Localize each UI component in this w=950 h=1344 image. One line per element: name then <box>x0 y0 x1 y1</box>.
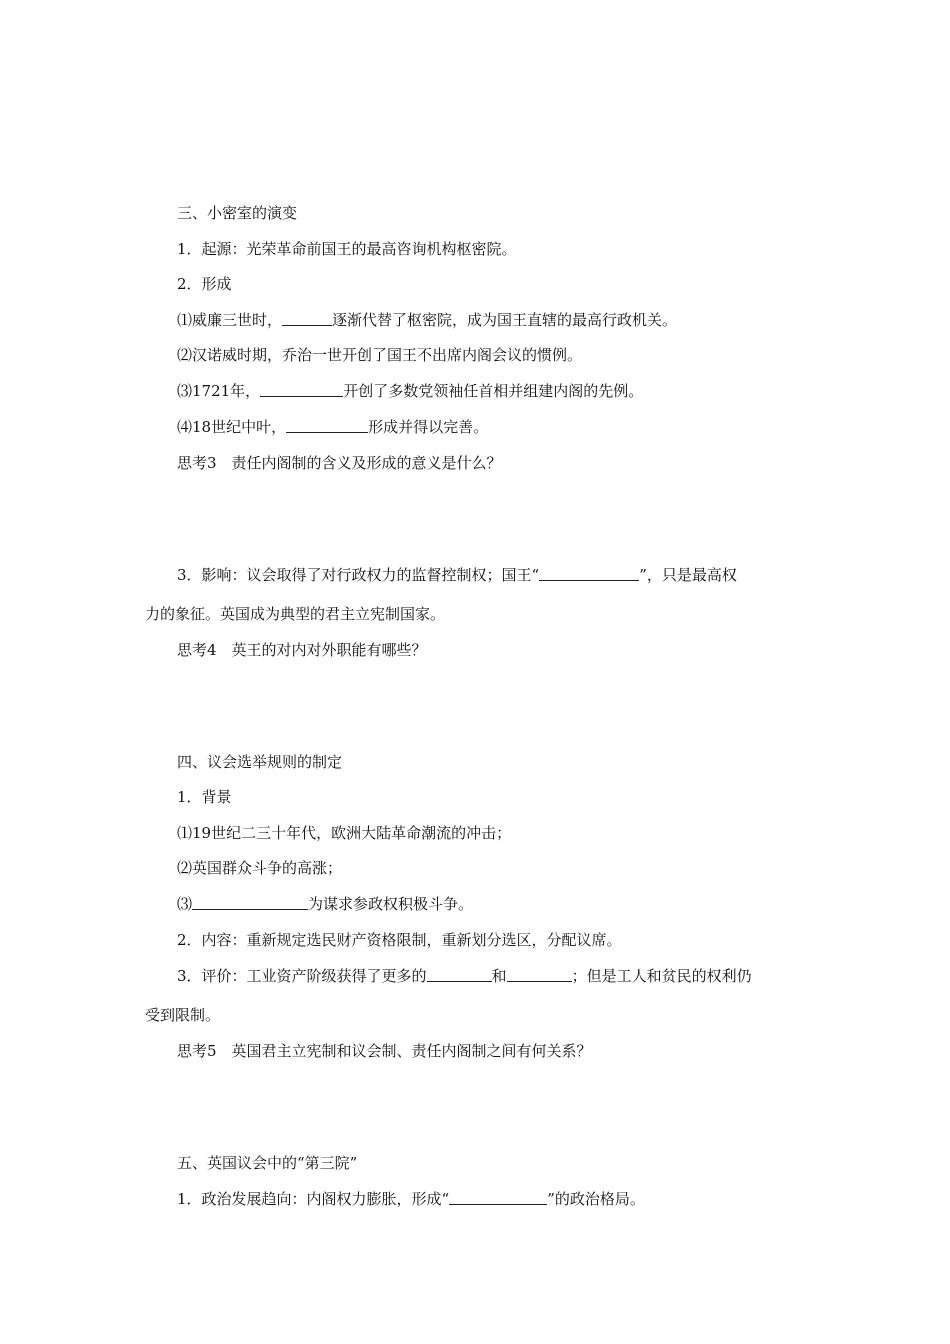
think3 <box>177 453 502 473</box>
section3-heading: 三、小密室的演变 <box>177 204 298 222</box>
eval-text-before: 3．评价：工业资产阶级获得了更多的 <box>177 967 427 985</box>
think3-label: 思考3 <box>177 454 217 472</box>
trend-text-after: ”的政治格局。 <box>547 1190 645 1208</box>
trend-text-before: 1．政治发展趋向：内阁权力膨胀，形成“ <box>177 1190 450 1208</box>
think5-text: 英国君主立宪制和议会制、责任内阁制之间有何关系？ <box>231 1042 592 1060</box>
think4 <box>177 640 427 660</box>
fill-blank-7[interactable] <box>507 966 572 982</box>
item3-text-before: ⑶1721年， <box>177 382 261 400</box>
fill-blank-8[interactable] <box>449 1189 547 1205</box>
item1-text-after: 逐渐代替了枢密院，成为国王直辖的最高行政机关。 <box>332 311 678 329</box>
section3-item1 <box>177 310 677 330</box>
section4-item2: ⑵英国群众斗争的高涨； <box>177 859 343 877</box>
fill-blank-4[interactable] <box>539 565 639 581</box>
section3-item2: ⑵汉诺威时期，乔治一世开创了国王不出席内阁会议的惯例。 <box>177 346 583 364</box>
think4-text: 英王的对内对外职能有哪些？ <box>231 641 427 659</box>
section4-eval-cont: 受到限制。 <box>145 1006 221 1024</box>
item4-text-before: ⑷18世纪中叶， <box>177 418 287 436</box>
section5-trend <box>177 1189 645 1209</box>
section3-formation: 2．形成 <box>177 275 232 293</box>
think5-label: 思考5 <box>177 1042 217 1060</box>
think3-text: 责任内阁制的含义及形成的意义是什么？ <box>231 454 502 472</box>
eval-text-mid: 和 <box>491 967 507 985</box>
fill-blank-5[interactable] <box>192 894 308 910</box>
section3-item4 <box>177 417 488 437</box>
fill-blank-6[interactable] <box>427 966 492 982</box>
section4-eval <box>177 966 752 986</box>
s4-item3-text-before: ⑶ <box>177 895 193 913</box>
fill-blank-2[interactable] <box>260 381 343 397</box>
s4-item3-text-after: 为谋求参政权积极斗争。 <box>308 895 474 913</box>
section5-heading: 五、英国议会中的“第三院” <box>177 1154 358 1172</box>
fill-blank-3[interactable] <box>286 417 368 433</box>
section4-background: 1．背景 <box>177 788 232 806</box>
item1-text-before: ⑴威廉三世时， <box>177 311 283 329</box>
section3-impact-cont: 力的象征。英国成为典型的君主立宪制国家。 <box>145 605 446 623</box>
impact-text-after: ”，只是最高权 <box>639 566 737 584</box>
think4-label: 思考4 <box>177 641 217 659</box>
section4-item3 <box>177 894 473 914</box>
section4-heading: 四、议会选举规则的制定 <box>177 753 343 771</box>
eval-text-after: ；但是工人和贫民的权利仍 <box>571 967 752 985</box>
section3-item3 <box>177 381 643 401</box>
section4-item1: ⑴19世纪二三十年代，欧洲大陆革命潮流的冲击； <box>177 824 512 842</box>
impact-text-before: 3．影响：议会取得了对行政权力的监督控制权；国王“ <box>177 566 540 584</box>
item3-text-after: 开创了多数党领袖任首相并组建内阁的先例。 <box>343 382 644 400</box>
section4-content: 2．内容：重新规定选民财产资格限制，重新划分选区，分配议席。 <box>177 931 622 949</box>
fill-blank-1[interactable] <box>282 310 332 326</box>
think5 <box>177 1041 592 1061</box>
item4-text-after: 形成并得以完善。 <box>368 418 489 436</box>
section3-impact <box>177 565 737 585</box>
section3-origin: 1．起源：光荣革命前国王的最高咨询机构枢密院。 <box>177 240 517 258</box>
